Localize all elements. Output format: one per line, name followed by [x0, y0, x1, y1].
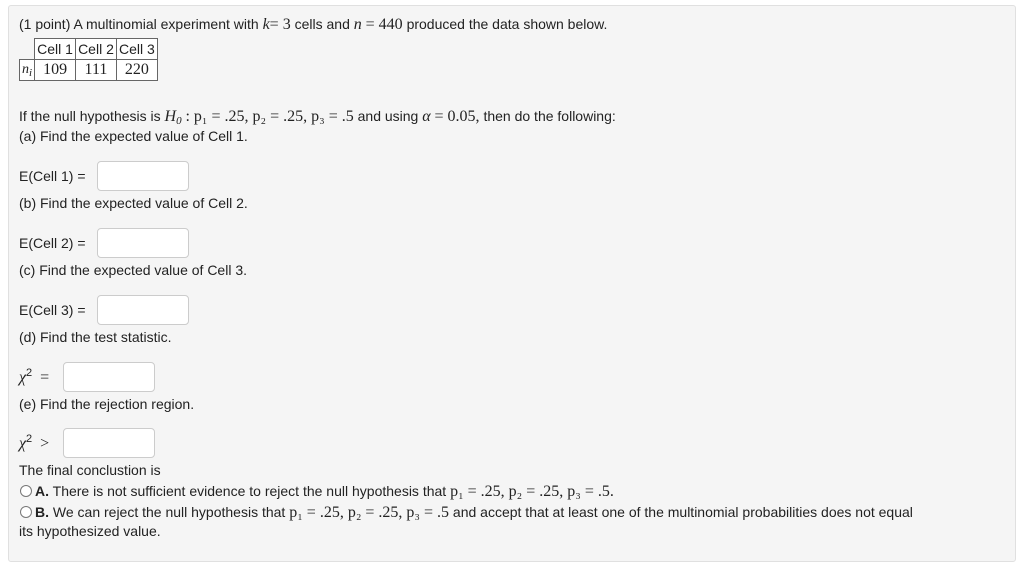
part-c-label: E(Cell 3) = [19, 302, 86, 318]
and-using-text: and using [357, 108, 419, 124]
e-cell-1-input[interactable] [97, 161, 189, 191]
hypothesis-line [19, 106, 616, 127]
e-cell-3-input[interactable] [97, 295, 189, 325]
n-variable: n [353, 16, 362, 33]
chi-square-label [19, 367, 49, 388]
part-d-prompt: (d) Find the test statistic. [19, 329, 172, 345]
h0-symbol [165, 108, 182, 125]
part-a-prompt: (a) Find the expected value of Cell 1. [19, 128, 248, 144]
part-b-prompt: (b) Find the expected value of Cell 2. [19, 195, 248, 211]
e-cell-2-input[interactable] [97, 228, 189, 258]
table-value-cell-1: 109 [35, 60, 76, 81]
row-label-n: n [22, 62, 29, 77]
hypothesis-expression: : p₁ = .25, p₂ = .25, p₃ = .5 [185, 108, 354, 125]
problem-panel [8, 5, 1016, 562]
chi-exponent: 2 [26, 367, 33, 379]
k-variable: k [262, 16, 270, 33]
table-header-row [20, 39, 158, 60]
part-e-prompt: (e) Find the rejection region. [19, 396, 195, 412]
part-b-label: E(Cell 2) = [19, 235, 86, 251]
option-a-letter: A. [35, 483, 49, 499]
intro-text-b: produced the data shown below. [406, 16, 608, 32]
chi-symbol-2: χ [19, 435, 27, 452]
hypothesis-tail: then do the following: [483, 108, 616, 124]
points-label: (1 point) [19, 16, 71, 32]
option-a-statement: There is not sufficient evidence to reject the null hypothesis that [52, 483, 447, 499]
option-b-text[interactable] [35, 502, 913, 523]
table-row-label [20, 60, 35, 81]
h0-letter: H [164, 108, 177, 125]
option-b-statement-2: and accept that at least one of the multinomial probabilities does not equal [452, 504, 913, 520]
table-corner [20, 39, 35, 60]
table-value-cell-3: 220 [116, 60, 157, 81]
problem-intro [19, 14, 607, 35]
conclusion-heading: The final conclustion is [19, 462, 161, 478]
part-c-prompt: (c) Find the expected value of Cell 3. [19, 262, 248, 278]
table-header-cell-2: Cell 2 [76, 39, 117, 60]
option-b-letter: B. [35, 504, 49, 520]
option-b-expression: p₁ = .25, p₂ = .25, p₃ = .5 [289, 504, 450, 521]
test-statistic-input[interactable] [63, 362, 155, 392]
rejection-region-label [19, 433, 49, 454]
k-value: = 3 [269, 16, 291, 33]
h0-sub: 0 [176, 115, 182, 127]
cells-and-text: cells and [294, 16, 350, 32]
equals-sign: = [40, 369, 50, 386]
table-header-cell-1: Cell 1 [35, 39, 76, 60]
option-a-radio[interactable] [20, 485, 32, 497]
chi-exponent-2: 2 [26, 433, 33, 445]
intro-text-a: A multinomial experiment with [73, 16, 259, 32]
table-value-cell-2: 111 [76, 60, 117, 81]
row-label-sub: i [29, 67, 33, 79]
table-row [20, 60, 158, 81]
data-table [19, 38, 158, 81]
alpha-value: = 0.05, [434, 108, 480, 125]
n-value: = 440 [365, 16, 403, 33]
greater-than-sign: > [40, 435, 50, 452]
hypothesis-lead: If the null hypothesis is [19, 108, 161, 124]
option-b-radio[interactable] [20, 506, 32, 518]
option-a-expression: p₁ = .25, p₂ = .25, p₃ = .5. [450, 483, 614, 500]
option-b-continuation[interactable]: its hypothesized value. [19, 523, 161, 539]
option-a-text[interactable] [35, 481, 614, 502]
part-a-label: E(Cell 1) = [19, 168, 86, 184]
alpha-symbol: α [422, 108, 431, 125]
table-header-cell-3: Cell 3 [116, 39, 157, 60]
chi-symbol: χ [19, 369, 27, 386]
option-b-statement: We can reject the null hypothesis that [52, 504, 286, 520]
rejection-region-input[interactable] [63, 428, 155, 458]
